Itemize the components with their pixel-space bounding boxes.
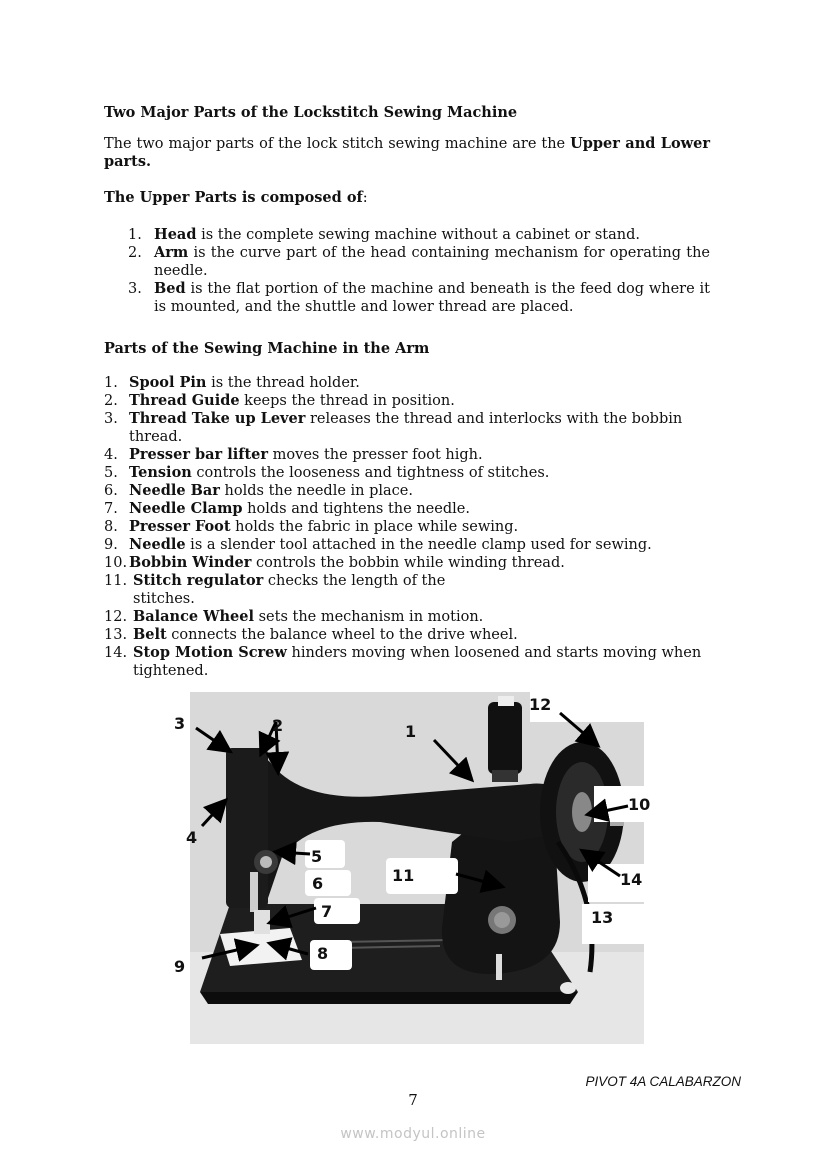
item-desc: keeps the thread in position. <box>239 393 455 409</box>
item-number: 1. <box>104 375 118 391</box>
item-number: 2. <box>104 393 118 409</box>
item-desc: moves the presser foot high. <box>268 447 483 463</box>
item-term: Thread Take up Lever <box>129 410 306 427</box>
item-desc: releases the thread and interlocks with the bobbin thread. <box>129 411 683 445</box>
item-desc: is the curve part of the head containing mechanism for operating the needle. <box>154 245 710 279</box>
watermark: www.modyul.online <box>340 1126 486 1142</box>
item-term: Needle Bar <box>129 482 220 499</box>
item-number: 11. <box>104 573 128 589</box>
callout-7: 7 <box>321 902 333 921</box>
callout-12: 12 <box>529 695 552 714</box>
upper-heading-colon: : <box>362 190 368 206</box>
item-number: 2. <box>128 245 142 261</box>
item-number: 14. <box>104 645 128 661</box>
item-term: Presser bar lifter <box>129 446 269 463</box>
item-desc: controls the bobbin while winding thread. <box>251 555 565 571</box>
callout-4: 4 <box>186 828 198 847</box>
item-number: 12. <box>104 609 128 625</box>
item-number: 5. <box>104 465 118 481</box>
item-number: 7. <box>104 501 118 517</box>
callout-8: 8 <box>317 944 329 963</box>
item-term: Spool Pin <box>129 374 207 391</box>
item-desc: hinders moving when loosened and starts moving when tightened. <box>133 645 702 679</box>
footer-label: PIVOT 4A CALABARZON <box>585 1074 741 1089</box>
callout-10: 10 <box>628 795 651 814</box>
callout-5: 5 <box>311 847 323 866</box>
item-term: Stop Motion Screw <box>133 644 287 661</box>
item-term: Arm <box>154 244 189 261</box>
callout-11: 11 <box>392 866 415 885</box>
item-term: Belt <box>133 626 167 643</box>
item-number: 8. <box>104 519 118 535</box>
item-term: Needle <box>129 536 186 553</box>
item-term: Thread Guide <box>129 392 240 409</box>
item-desc: holds the needle in place. <box>219 483 413 499</box>
intro-bold: Upper and Lower parts. <box>104 135 710 170</box>
item-number: 3. <box>104 411 118 427</box>
arm-parts-heading: Parts of the Sewing Machine in the Arm <box>104 340 430 357</box>
item-desc: connects the balance wheel to the drive wheel. <box>166 627 518 643</box>
item-term: Presser Foot <box>129 518 231 535</box>
item-term: Head <box>154 226 197 243</box>
upper-heading-text: The Upper Parts is composed of <box>104 189 363 206</box>
callout-6: 6 <box>312 874 324 893</box>
item-term: Balance Wheel <box>133 608 254 625</box>
item-term: Tension <box>129 464 192 481</box>
callout-13: 13 <box>591 908 614 927</box>
callout-9: 9 <box>174 957 186 976</box>
item-number: 3. <box>128 281 142 297</box>
item-desc: is the complete sewing machine without a cabinet or stand. <box>196 227 640 243</box>
item-term: Bed <box>154 280 186 297</box>
item-number: 13. <box>104 627 128 643</box>
item-term: Stitch regulator <box>133 572 264 589</box>
item-desc: is the flat portion of the machine and beneath is the feed dog where it is mounted, and the shuttle and lower thread are placed. <box>154 281 710 315</box>
page-number: 7 <box>408 1091 418 1109</box>
item-number: 9. <box>104 537 118 553</box>
callout-3: 3 <box>174 714 186 733</box>
item-desc: checks the length of the stitches. <box>133 573 446 607</box>
callout-2: 2 <box>272 716 284 735</box>
callout-1: 1 <box>405 722 417 741</box>
item-number: 1. <box>128 227 142 243</box>
item-desc: holds the fabric in place while sewing. <box>230 519 519 535</box>
item-number: 10. <box>104 555 128 571</box>
item-term: Needle Clamp <box>129 500 243 517</box>
item-desc: sets the mechanism in motion. <box>253 609 484 625</box>
item-term: Bobbin Winder <box>129 554 252 571</box>
intro-text: The two major parts of the lock stitch sewing machine are the <box>104 136 571 152</box>
item-desc: holds and tightens the needle. <box>242 501 470 517</box>
item-number: 6. <box>104 483 118 499</box>
item-desc: is the thread holder. <box>206 375 360 391</box>
item-number: 4. <box>104 447 118 463</box>
main-heading: Two Major Parts of the Lockstitch Sewing Machine <box>104 104 518 121</box>
item-desc: is a slender tool attached in the needle clamp used for sewing. <box>185 537 652 553</box>
item-desc: controls the looseness and tightness of stitches. <box>191 465 550 481</box>
callout-14: 14 <box>620 870 643 889</box>
